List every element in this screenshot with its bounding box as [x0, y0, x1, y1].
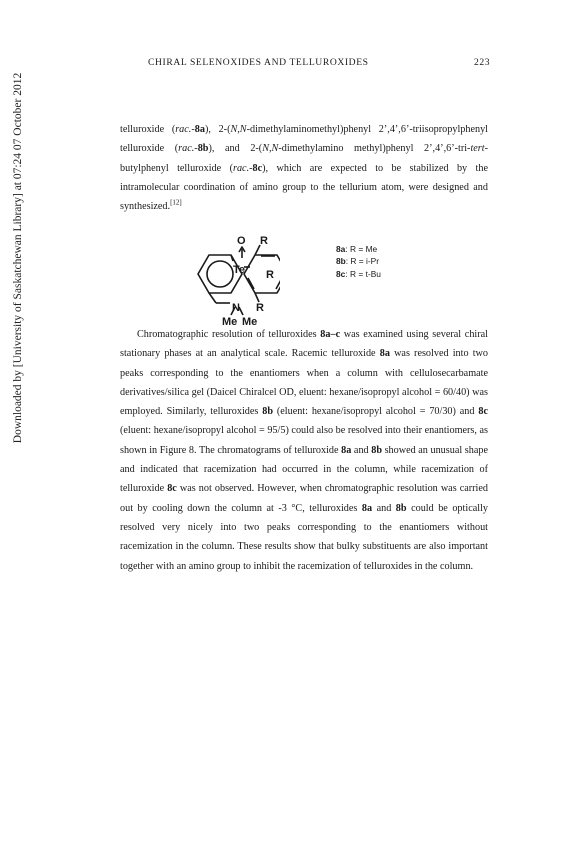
paragraph-chromatography: Chromatographic resolution of telluroxides 8a–c was examined using several chiral stationary phases at an analytical scale. Racemic telluroxide 8a was resolved into two peaks corresponding to the enantiomers when a column with cellulosecarbamate derivatives/silica gel (Daicel Chiralcel OD, eluent: hexane/isopropyl alcohol = 60/40) was employed. Similarly, telluroxides 8b (eluent: hexane/isopropyl alcohol = 70/30) and 8c (eluent: hexane/isopropyl alcohol = 95/5) could also be resolved into their enantiomers, as shown in Figure 8. The chromatograms of telluroxide 8a and 8b showed an unusual shape and indicated that racemization had occurred in the column, while racemization of telluroxide 8c was not observed. However, when chromatographic resolution was carried out by cooling down the column at -3 °C, telluroxides 8a and 8b could be optically resolved very nicely into two peaks corresponding to the enantiomers without racemization in the column. These results show that bulky substituents are also important together with an amino group to inhibit the racemization of telluroxides in the column. [120, 329, 489, 572]
methyl-label-1: Me [222, 316, 238, 328]
left-aromatic-circle [207, 261, 233, 287]
paragraph-intro: telluroxide (rac.-8a), 2-(N,N-dimethylaminomethyl)phenyl 2’,4’,6’-triisopropylphenyl telluroxide (rac.-8b), and 2-(N,N-dimethylamino methyl)phenyl 2’,4’,6’-tri-tert-butylphenyl telluroxide (rac.-8c), which are expected to be stabilized by the intramolecular coordination of amino group to the tellurium atom, were designed and synthesized.[12] [120, 124, 488, 213]
citation-ref[interactable]: [12] [170, 198, 182, 207]
legend-row: 8c: R = t-Bu [336, 268, 381, 279]
oxygen-label: O [237, 235, 246, 247]
legend-row: 8a: R = Me [336, 244, 378, 254]
methyl-label-2: Me [242, 316, 258, 328]
legend-row: 8b: R = i-Pr [336, 256, 380, 267]
compound-legend [336, 243, 381, 280]
tellurium-label: Te [233, 264, 246, 276]
telluroxide-structure [184, 227, 280, 337]
r-top-label: R [260, 235, 268, 247]
right-benzene-ring [244, 255, 280, 293]
nitrogen-label: N [232, 302, 240, 314]
running-head-title: CHIRAL SELENOXIDES AND TELLUROXIDES [148, 57, 369, 68]
r-right-label: R [266, 269, 274, 281]
r-bottom-label: R [256, 302, 264, 314]
download-watermark: Downloaded by [University of Saskatchewan Library] at 07:24 07 October 2012 [12, 72, 24, 444]
running-head [0, 57, 576, 71]
page-number: 223 [474, 57, 491, 68]
